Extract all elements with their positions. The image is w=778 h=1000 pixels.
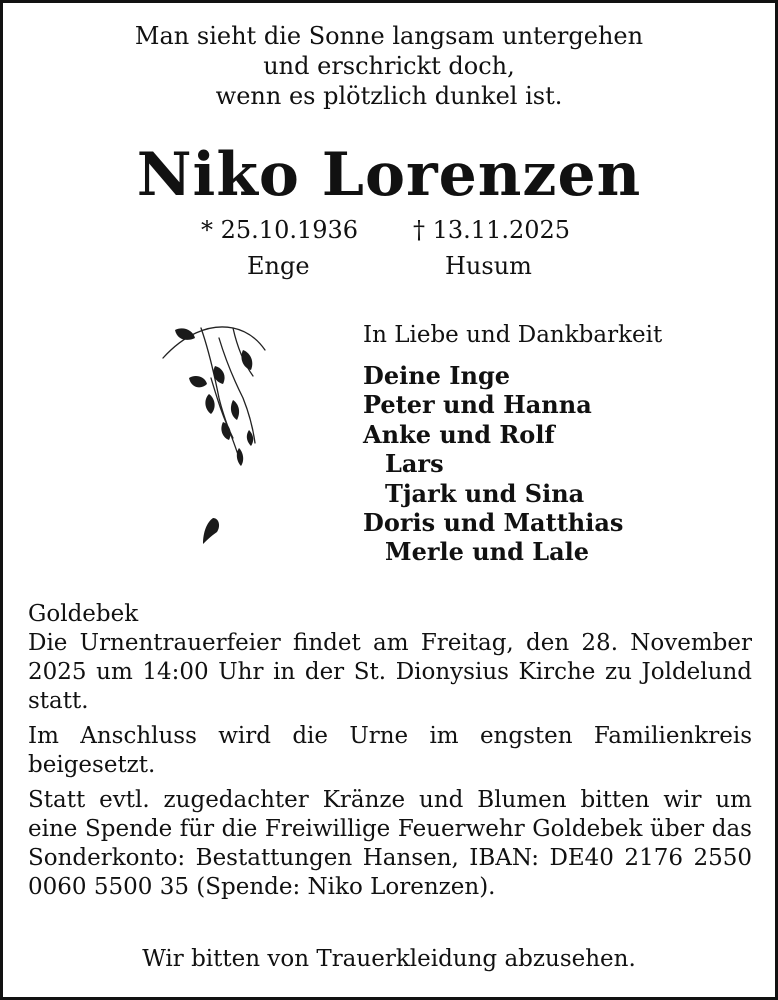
family-member: Merle und Lale	[385, 537, 590, 567]
poem-line: wenn es plötzlich dunkel ist.	[215, 82, 563, 110]
death-info	[413, 215, 573, 281]
birth-info	[201, 215, 367, 281]
family-member: Anke und Rolf	[363, 419, 555, 449]
family-member: Deine Inge	[363, 361, 510, 390]
donation-paragraph: Statt evtl. zugedachter Kränze und Blumen bitten wir um eine Spende für die Freiwillige Feuerwehr Goldebek über das Sonderkonto: Bestattungen Hansen, IBAN: DE40 2176 2550 0060 5500 35 (Spende: Niko Lorenzen).	[28, 787, 752, 900]
poem	[3, 21, 775, 111]
family-list	[363, 321, 662, 567]
family-member: Doris und Matthias	[363, 508, 624, 538]
family-member: Peter und Hanna	[363, 390, 592, 420]
death-place: Husum	[445, 252, 532, 280]
residence-place: Goldebek	[28, 601, 139, 627]
family-member: Lars	[385, 449, 444, 479]
family-intro: In Liebe und Dankbarkeit	[363, 322, 663, 348]
ceremony-details	[28, 600, 752, 908]
closing-note: Wir bitten von Trauerkleidung abzusehen.	[142, 946, 636, 972]
burial-paragraph: Im Anschluss wird die Urne im engsten Familienkreis beigesetzt.	[28, 723, 752, 778]
ceremony-paragraph: Die Urnentrauerfeier findet am Freitag, den 28. November 2025 um 14:00 Uhr in der St. Dionysius Kirche zu Joldelund statt.	[28, 630, 752, 714]
family-member: Tjark und Sina	[385, 478, 585, 508]
birth-place: Enge	[247, 252, 310, 280]
poem-line: Man sieht die Sonne langsam untergehen	[134, 22, 644, 50]
birch-branch-icon	[153, 318, 283, 568]
birth-date: * 25.10.1936	[201, 216, 359, 244]
deceased-name: Niko Lorenzen	[136, 140, 642, 210]
death-date: † 13.11.2025	[413, 216, 571, 244]
poem-line: und erschrickt doch,	[263, 52, 515, 80]
